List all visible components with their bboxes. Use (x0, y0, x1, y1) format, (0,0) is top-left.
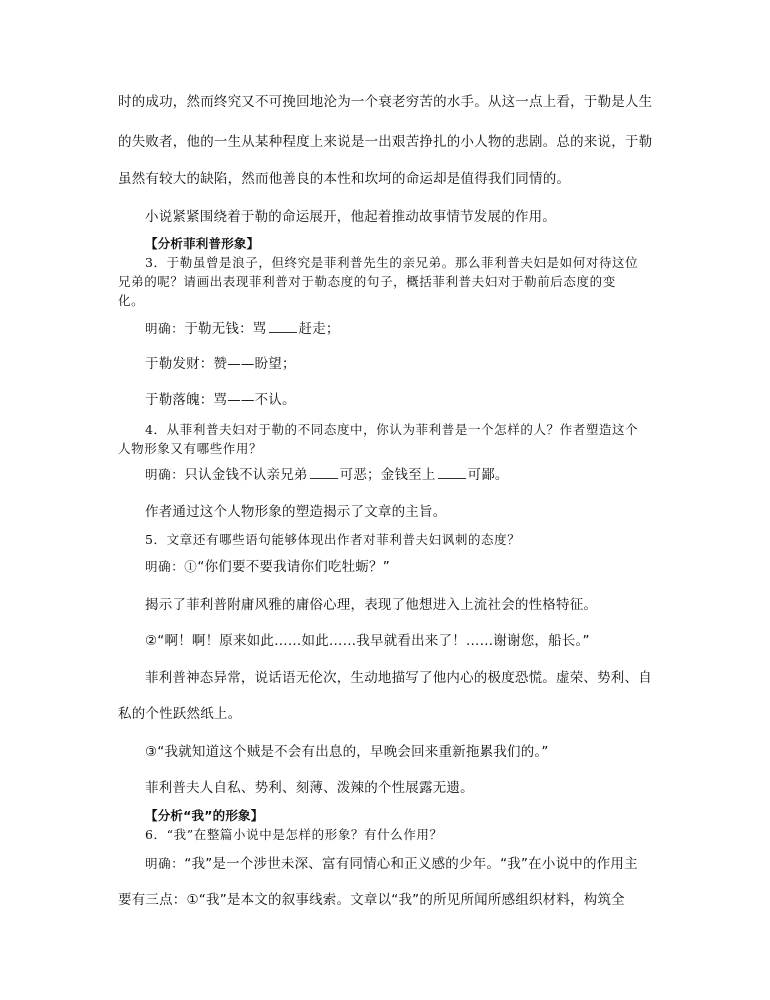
answer-label: 明确： (145, 467, 185, 482)
answer-line: 明确：“我”是一个涉世未深、富有同情心和正义感的少年。“我”在小说中的作用主 (145, 856, 638, 872)
question-5: 5．文章还有哪些语句能够体现出作者对菲利普夫妇讽刺的态度？ (145, 532, 521, 547)
answer-line: 明确：于勒无钱：骂 赶走； (145, 321, 340, 337)
question-6: 6．“我”在整篇小说中是怎样的形象？有什么作用？ (145, 827, 443, 842)
answer-line: 明确：只认金钱不认亲兄弟 可恶；金钱至上 可鄙。 (145, 467, 509, 483)
question-3: 3．于勒虽曾是浪子，但终究是菲利普先生的亲兄弟。那么菲利普夫妇是如何对待这位 (145, 255, 639, 270)
answer-line: 作者通过这个人物形象的塑造揭示了文章的主旨。 (145, 504, 447, 520)
answer-line: 私的个性跃然纸上。 (118, 706, 242, 722)
paragraph-line: 时的成功，然而终究又不可挽回地沦为一个衰老穷苦的水手。从这一点上看，于勒是人生 (118, 94, 653, 110)
answer-line: 要有三点：①“我”是本文的叙事线索。文章以“我”的所见所闻所感组织材料，构筑全 (118, 892, 625, 908)
answer-label: 明确： (145, 321, 185, 336)
answer-line: 菲利普夫人自私、势利、刻薄、泼辣的个性展露无遗。 (145, 780, 474, 796)
question-4-cont: 人物形象又有哪些作用？ (118, 441, 263, 456)
paragraph-line: 小说紧紧围绕着于勒的命运展开，他起着推动故事情节发展的作用。 (145, 209, 556, 225)
answer-line: 菲利普神态异常，说话语无伦次，生动地描写了他内心的极度恐慌。虚荣、势利、自 (145, 670, 652, 686)
answer-label: 明确： (145, 856, 185, 871)
blank-line (438, 468, 466, 479)
blank-line (269, 322, 297, 333)
section-heading: 【分析“我”的形象】 (145, 808, 264, 823)
answer-line: ②“啊！啊！原来如此……如此……我早就看出来了！……谢谢您，船长。” (145, 633, 590, 649)
question-3-cont: 兄弟的呢？请画出表现菲利普对于勒态度的句子，概括菲利普夫妇对于勒前后态度的变 (118, 274, 616, 289)
answer-label: 明确：① (145, 559, 198, 574)
answer-line: 于勒落魄：骂——不认。 (145, 392, 296, 408)
question-4: 4．从菲利普夫妇对于勒的不同态度中，你认为菲利普是一个怎样的人？作者塑造这个 (145, 422, 639, 437)
question-3-cont: 化。 (118, 293, 145, 308)
paragraph-line: 的失败者，他的一生从某种程度上来说是一出艰苦挣扎的小人物的悲剧。总的来说，于勒 (118, 134, 653, 150)
answer-line: 于勒发财：赞——盼望； (145, 356, 296, 372)
paragraph-line: 虽然有较大的缺陷，然而他善良的本性和坎坷的命运却是值得我们同情的。 (118, 171, 571, 187)
blank-line (310, 468, 338, 479)
answer-line: ③“我就知道这个贼是不会有出息的，早晚会回来重新拖累我们的。” (145, 744, 549, 760)
section-heading: 【分析菲利普形象】 (145, 236, 260, 251)
answer-line: 揭示了菲利普附庸风雅的庸俗心理，表现了他想进入上流社会的性格特征。 (145, 597, 598, 613)
answer-line: 明确：①“你们要不要我请你们吃牡蛎？” (145, 559, 390, 575)
